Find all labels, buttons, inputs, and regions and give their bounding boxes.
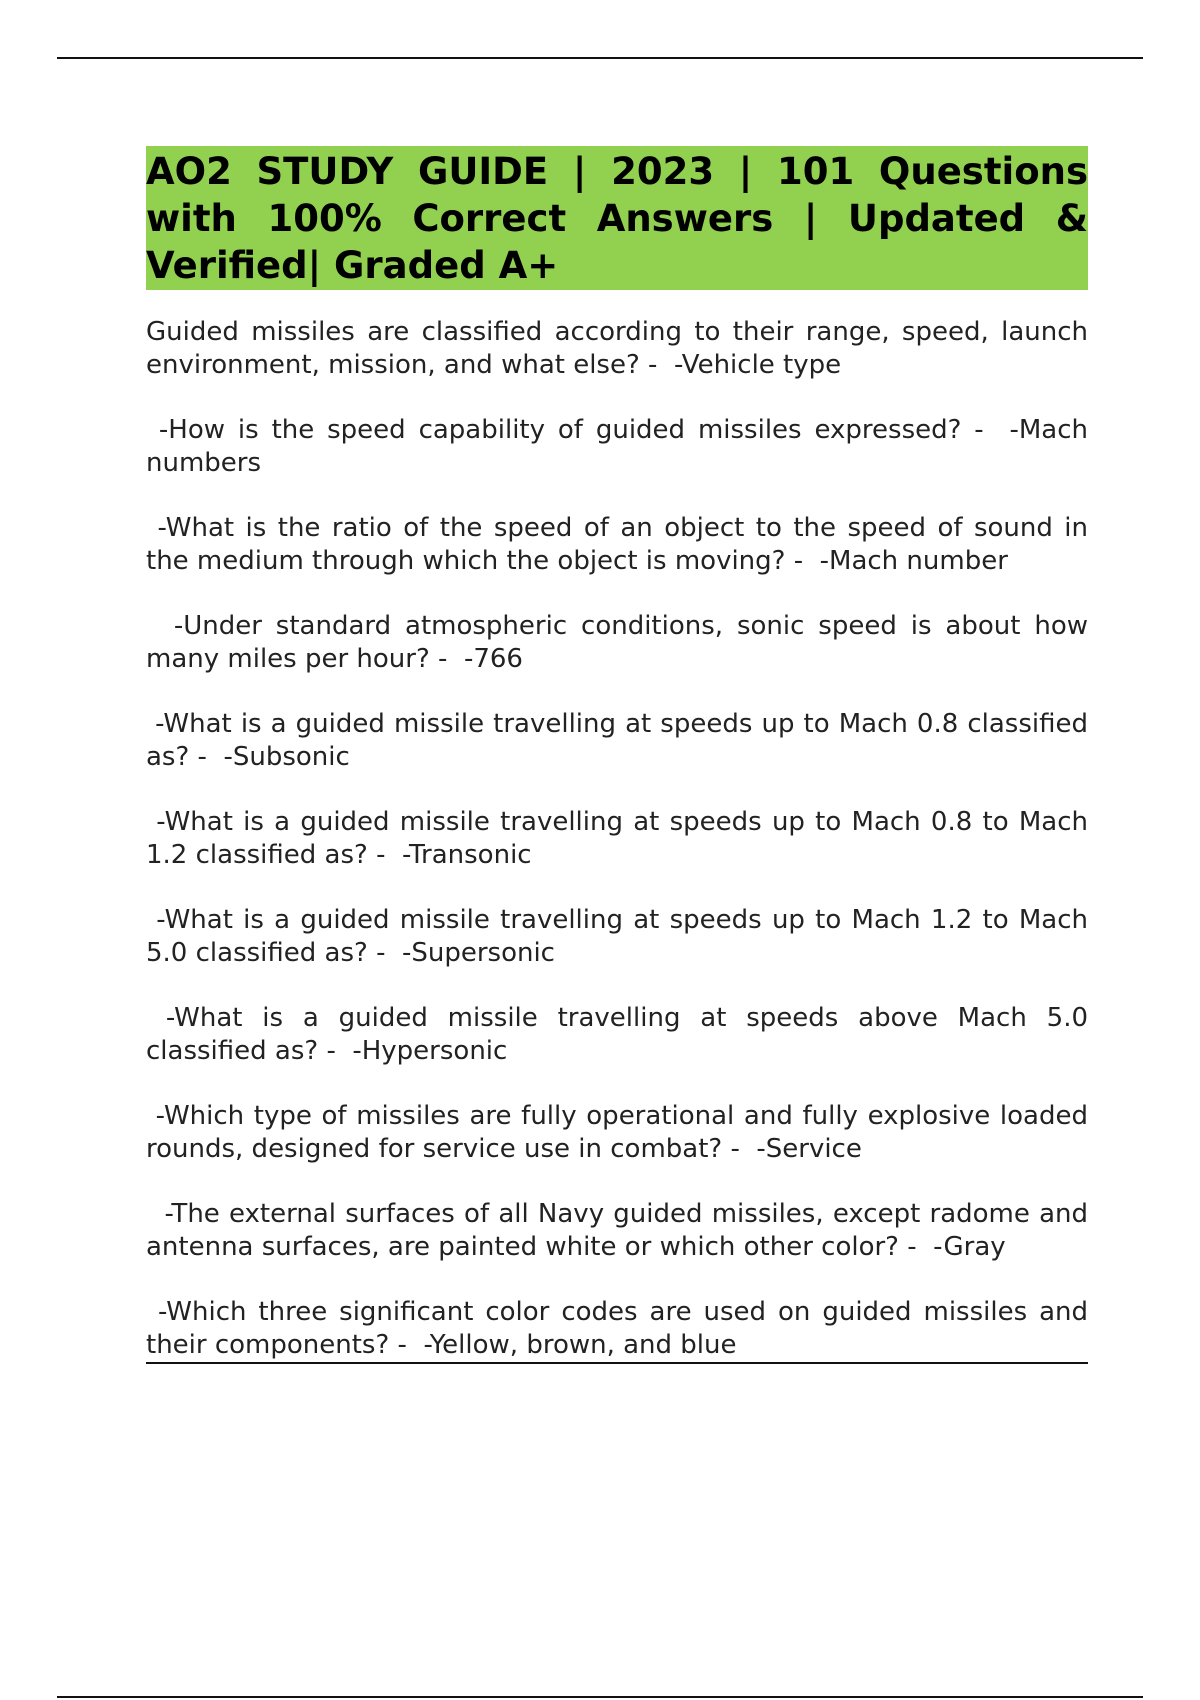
qa-item: -What is the ratio of the speed of an object to the speed of sound in the medium through which the object is moving? - -Mach number — [146, 513, 1097, 576]
document-title: AO2 STUDY GUIDE | 2023 | 101 Questions with 100% Correct Answers | Updated & Verified| Graded A+ — [146, 146, 1088, 290]
page-content — [146, 146, 1097, 1364]
qa-item: -What is a guided missile travelling at speeds up to Mach 0.8 to Mach 1.2 classified as? - -Transonic — [146, 807, 1097, 870]
qa-list — [146, 316, 1097, 1364]
qa-item: -How is the speed capability of guided missiles expressed? - -Mach numbers — [146, 415, 1097, 478]
qa-item: -Under standard atmospheric conditions, sonic speed is about how many miles per hour? - -766 — [146, 611, 1097, 674]
page-bottom-rule — [57, 1696, 1143, 1698]
qa-item: Guided missiles are classified according to their range, speed, launch environment, mission, and what else? - -Vehicle type — [146, 317, 1097, 380]
qa-item: -What is a guided missile travelling at speeds above Mach 5.0 classified as? - -Hypersonic — [146, 1003, 1097, 1066]
qa-item: -What is a guided missile travelling at speeds up to Mach 1.2 to Mach 5.0 classified as? - -Supersonic — [146, 905, 1097, 968]
page-top-rule — [57, 57, 1143, 59]
qa-item: -What is a guided missile travelling at speeds up to Mach 0.8 classified as? - -Subsonic — [146, 709, 1097, 772]
qa-item: -The external surfaces of all Navy guided missiles, except radome and antenna surfaces, are painted white or which other color? - -Gray — [146, 1199, 1097, 1262]
qa-item: -Which three significant color codes are used on guided missiles and their components? - -Yellow, brown, and blue — [146, 1297, 1097, 1360]
qa-item: -Which type of missiles are fully operational and fully explosive loaded rounds, designed for service use in combat? - -Service — [146, 1101, 1097, 1164]
